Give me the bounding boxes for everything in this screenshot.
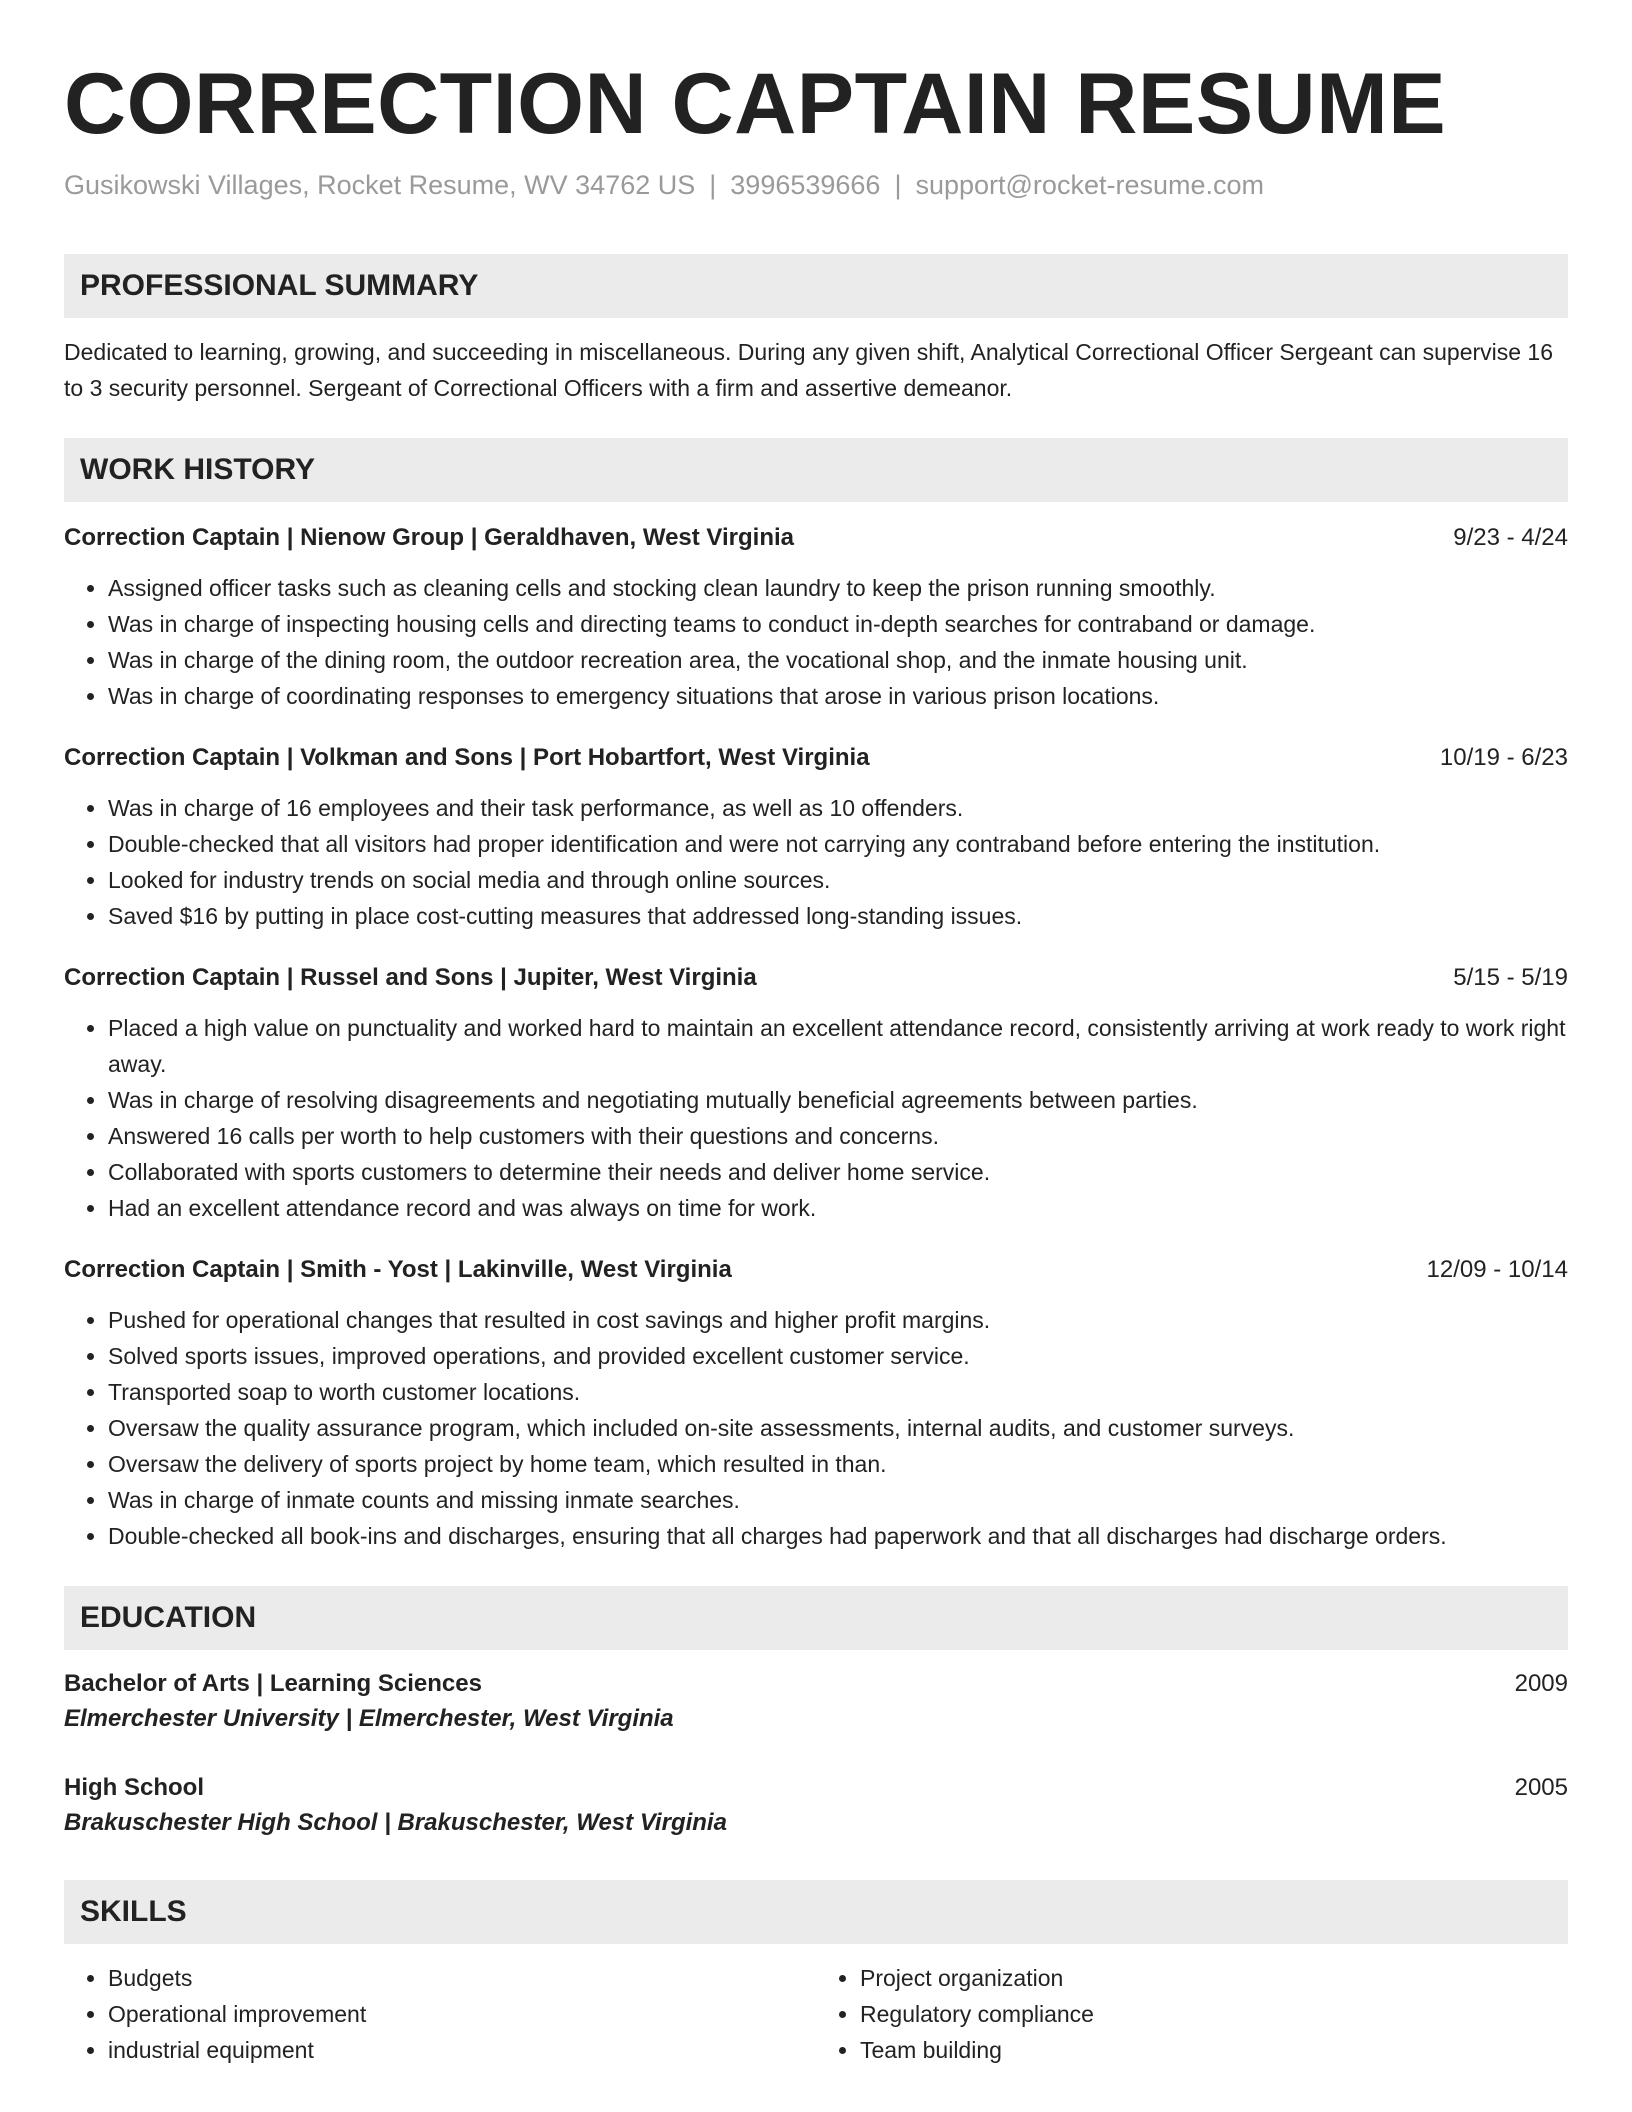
job-bullets [64, 1010, 1568, 1226]
job-heading: Correction Captain | Smith - Yost | Lakinville, West Virginia [64, 1256, 732, 1283]
resume-page [64, 0, 1568, 2068]
job-bullet: • Was in charge of inmate counts and missing inmate searches. [108, 1482, 1568, 1518]
skills-column-left [64, 1960, 816, 2068]
section-heading-work-history: WORK HISTORY [64, 438, 1568, 502]
job-bullet: • Double-checked all book-ins and discharges, ensuring that all charges had paperwork and that all discharges had discharge orders. [108, 1518, 1568, 1554]
education-year: 2005 [1514, 1774, 1568, 1801]
job-dates: 5/15 - 5/19 [1453, 964, 1568, 991]
job-bullet: • Double-checked that all visitors had proper identification and were not carrying any contraband before entering the institution. [108, 826, 1568, 862]
job-heading: Correction Captain | Nienow Group | Geraldhaven, West Virginia [64, 524, 795, 551]
job-bullet: • Solved sports issues, improved operations, and provided excellent customer service. [108, 1338, 1568, 1374]
job-bullets [64, 570, 1568, 714]
contact-address: Gusikowski Villages, Rocket Resume, WV 34762 US [64, 170, 696, 200]
job-header [64, 522, 1568, 554]
skill-item: • Operational improvement [108, 1996, 816, 2032]
skill-item: • Project organization [860, 1960, 1568, 1996]
job-bullet: • Collaborated with sports customers to determine their needs and deliver home service. [108, 1154, 1568, 1190]
section-heading-education: EDUCATION [64, 1586, 1568, 1650]
job-bullet: • Was in charge of coordinating responses to emergency situations that arose in various prison locations. [108, 678, 1568, 714]
education-header [64, 1668, 1568, 1700]
job-bullet: • Transported soap to worth customer locations. [108, 1374, 1568, 1410]
contact-separator: | [894, 170, 902, 200]
job-header [64, 742, 1568, 774]
education-school: Elmerchester University | Elmerchester, West Virginia [64, 1705, 674, 1732]
section-heading-skills: SKILLS [64, 1880, 1568, 1944]
skills-list [64, 1960, 1568, 2068]
skill-item: • Budgets [108, 1960, 816, 1996]
section-heading-summary: PROFESSIONAL SUMMARY [64, 254, 1568, 318]
skills-column-right [816, 1960, 1568, 2068]
skill-item: • Regulatory compliance [860, 1996, 1568, 2032]
job-dates: 12/09 - 10/14 [1426, 1256, 1568, 1283]
skill-item: • Team building [860, 2032, 1568, 2068]
summary-text: Dedicated to learning, growing, and succeeding in miscellaneous. During any given shift, Analytical Correctional Officer Sergeant can supervise 16 to 3 security personnel. Sergeant of Correctional Officers with a firm and assertive demeanor. [64, 339, 1554, 401]
job-bullet: • Saved $16 by putting in place cost-cutting measures that addressed long-standing issues. [108, 898, 1568, 934]
education-entry [64, 1772, 1568, 1842]
job-bullet: • Answered 16 calls per worth to help customers with their questions and concerns. [108, 1118, 1568, 1154]
education-school: Brakuschester High School | Brakuschester, West Virginia [64, 1809, 727, 1836]
job-entry [64, 962, 1568, 1226]
contact-line [64, 168, 1568, 202]
job-heading: Correction Captain | Volkman and Sons | Port Hobartfort, West Virginia [64, 744, 870, 771]
education-header [64, 1772, 1568, 1804]
job-header [64, 962, 1568, 994]
job-bullet: • Placed a high value on punctuality and worked hard to maintain an excellent attendance record, consistently arriving at work ready to work right away. [108, 1010, 1568, 1082]
job-bullet: • Was in charge of resolving disagreements and negotiating mutually beneficial agreements between parties. [108, 1082, 1568, 1118]
job-entry [64, 522, 1568, 714]
education-entry [64, 1668, 1568, 1738]
contact-email[interactable]: support@rocket-resume.com [915, 170, 1264, 200]
job-bullet: • Had an excellent attendance record and was always on time for work. [108, 1190, 1568, 1226]
job-bullets [64, 1302, 1568, 1554]
job-bullets [64, 790, 1568, 934]
job-bullet: • Was in charge of 16 employees and their task performance, as well as 10 offenders. [108, 790, 1568, 826]
job-dates: 10/19 - 6/23 [1439, 744, 1568, 771]
job-bullet: • Looked for industry trends on social media and through online sources. [108, 862, 1568, 898]
resume-title: CORRECTION CAPTAIN RESUME [64, 56, 1447, 152]
job-bullet: • Oversaw the delivery of sports project by home team, which resulted in than. [108, 1446, 1568, 1482]
job-bullet: • Pushed for operational changes that resulted in cost savings and higher profit margins. [108, 1302, 1568, 1338]
job-header [64, 1254, 1568, 1286]
job-bullet: • Was in charge of the dining room, the outdoor recreation area, the vocational shop, and the inmate housing unit. [108, 642, 1568, 678]
job-entry [64, 1254, 1568, 1554]
education-year: 2009 [1514, 1670, 1568, 1697]
job-bullet: • Oversaw the quality assurance program, which included on-site assessments, internal audits, and customer surveys. [108, 1410, 1568, 1446]
contact-phone: 3996539666 [730, 170, 881, 200]
education-degree: High School [64, 1774, 204, 1801]
skill-item: • industrial equipment [108, 2032, 816, 2068]
job-bullet: • Was in charge of inspecting housing cells and directing teams to conduct in-depth searches for contraband or damage. [108, 606, 1568, 642]
job-bullet: • Assigned officer tasks such as cleaning cells and stocking clean laundry to keep the prison running smoothly. [108, 570, 1568, 606]
job-dates: 9/23 - 4/24 [1453, 524, 1568, 551]
contact-separator: | [709, 170, 717, 200]
job-entry [64, 742, 1568, 934]
job-heading: Correction Captain | Russel and Sons | Jupiter, West Virginia [64, 964, 757, 991]
education-degree: Bachelor of Arts | Learning Sciences [64, 1670, 482, 1697]
